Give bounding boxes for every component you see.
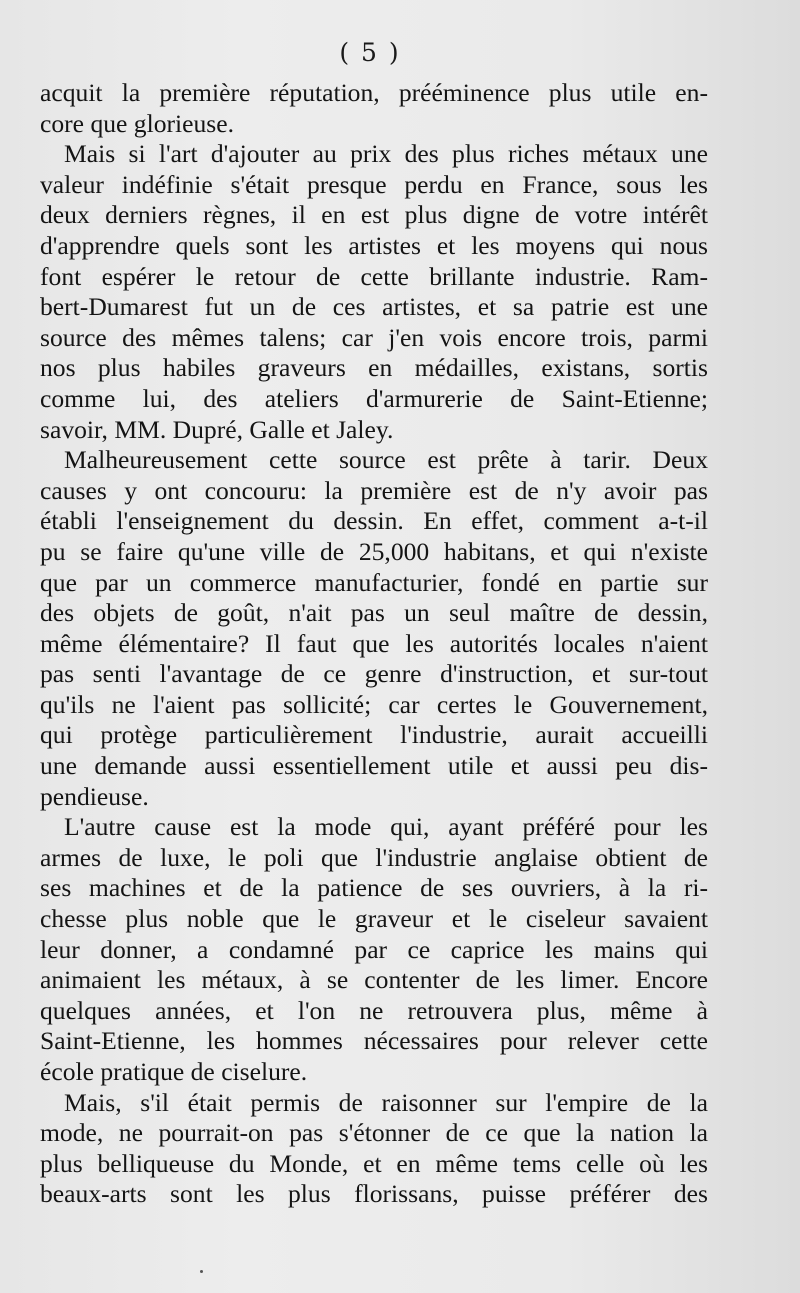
ink-speck (200, 1270, 203, 1273)
text-line: beaux-arts sont les plus florissans, puisse préférer des (40, 1179, 708, 1209)
text-line: école pratique de ciselure. (40, 1057, 308, 1086)
text-line: même élémentaire? Il faut que les autorités locales n'aient (40, 628, 708, 658)
text-line: Mais si l'art d'ajouter au prix des plus riches métaux une (64, 139, 708, 169)
text-line: armes de luxe, le poli que l'industrie anglaise obtient de (40, 842, 708, 872)
text-line: plus belliqueuse du Monde, et en même tems celle où les (40, 1148, 708, 1178)
text-line: leur donner, a condamné par ce caprice les mains qui (40, 934, 708, 964)
text-line: bert-Dumarest fut un de ces artistes, et sa patrie est une (40, 292, 708, 322)
text-line: pu se faire qu'une ville de 25,000 habitans, et qui n'existe (40, 536, 708, 566)
text-line: Saint-Etienne, les hommes nécessaires pour relever cette (40, 1026, 708, 1056)
text-line: des objets de goût, n'ait pas un seul maître de dessin, (40, 598, 708, 628)
page-number: ( 5 ) (339, 38, 401, 67)
text-line: ses machines et de la patience de ses ouvriers, à la ri- (40, 873, 708, 903)
text-line: une demande aussi essentiellement utile et aussi peu dis- (40, 751, 708, 781)
text-line: causes y ont concouru: la première est de n'y avoir pas (40, 475, 708, 505)
text-line: établi l'enseignement du dessin. En effet, comment a-t-il (40, 506, 708, 536)
text-line: nos plus habiles graveurs en médailles, existans, sortis (40, 353, 708, 383)
text-line: core que glorieuse. (40, 108, 235, 138)
text-line: deux derniers règnes, il en est plus digne de votre intérêt (40, 200, 708, 230)
body-text (40, 78, 708, 1210)
text-line: chesse plus noble que le graveur et le ciseleur savaient (40, 904, 708, 934)
text-line: font espérer le retour de cette brillante industrie. Ram- (40, 261, 708, 291)
text-line: Mais, s'il était permis de raisonner sur l'empire de la (64, 1087, 708, 1117)
text-line: mode, ne pourrait-on pas s'étonner de ce que la nation la (40, 1118, 708, 1148)
text-line: source des mêmes talens; car j'en vois encore trois, parmi (40, 322, 708, 352)
text-line: pendieuse. (40, 781, 149, 811)
text-line: Malheureusement cette source est prête à tarir. Deux (64, 445, 708, 475)
text-line: comme lui, des ateliers d'armurerie de Saint-Etienne; (40, 383, 708, 413)
text-line: valeur indéfinie s'était presque perdu en France, sous les (40, 169, 708, 199)
text-line: qui protège particulièrement l'industrie, aurait accueilli (40, 720, 708, 750)
text-line: qu'ils ne l'aient pas sollicité; car certes le Gouvernement, (40, 689, 708, 719)
text-line: acquit la première réputation, prééminence plus utile en- (40, 78, 708, 107)
text-line: savoir, MM. Dupré, Galle et Jaley. (40, 414, 394, 444)
text-line: pas senti l'avantage de ce genre d'instruction, et sur-tout (40, 659, 708, 689)
text-line: animaient les métaux, à se contenter de les limer. Encore (40, 965, 708, 995)
text-line: L'autre cause est la mode qui, ayant préféré pour les (64, 812, 708, 842)
text-line: d'apprendre quels sont les artistes et les moyens qui nous (40, 230, 708, 260)
text-line: que par un commerce manufacturier, fondé en partie sur (40, 567, 708, 597)
text-line: quelques années, et l'on ne retrouvera plus, même à (40, 995, 708, 1025)
